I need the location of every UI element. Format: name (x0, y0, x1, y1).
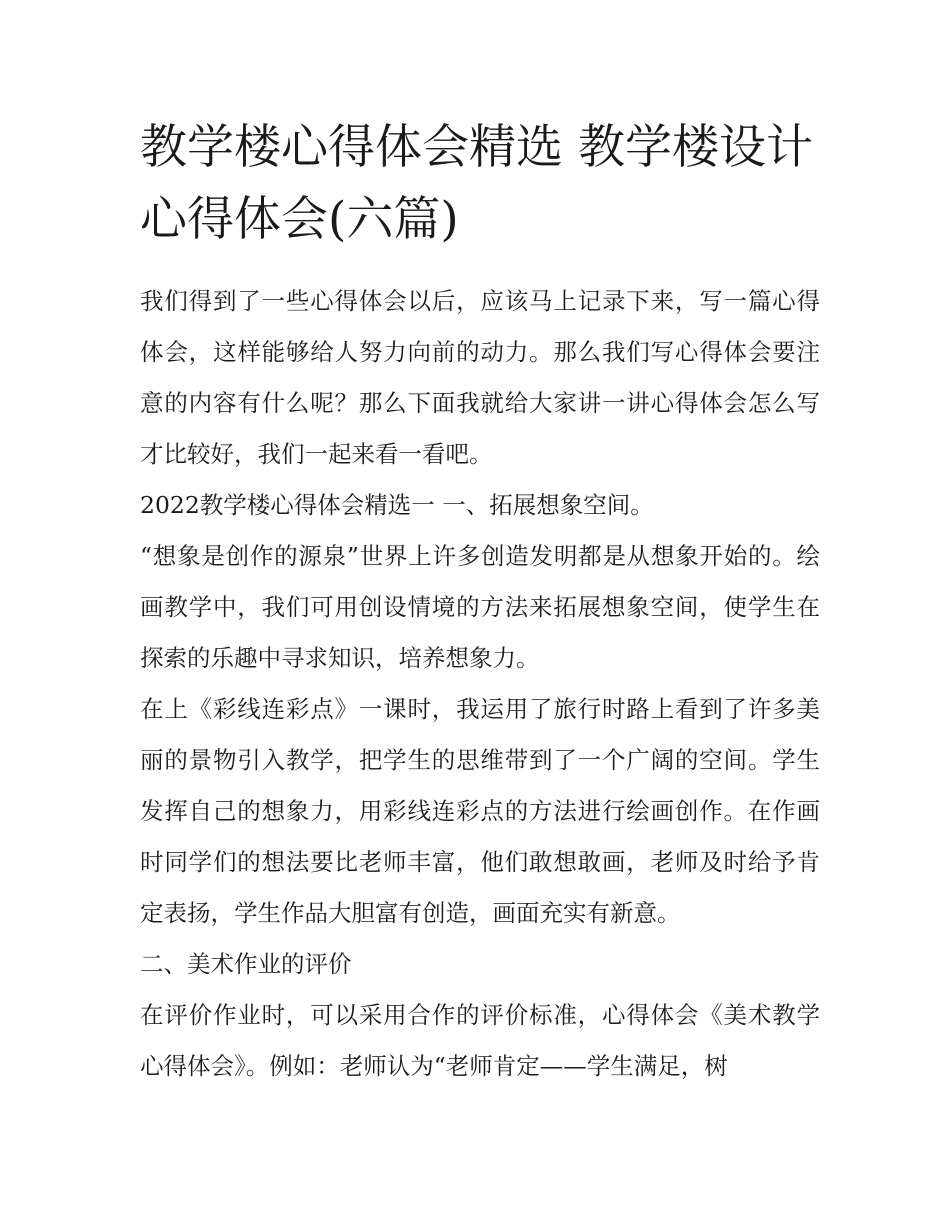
paragraph-lesson-example: 在上《彩线连彩点》一课时，我运用了旅行时路上看到了许多美丽的景物引入教学，把学生的思维带到了一个广阔的空间。学生发挥自己的想象力，用彩线连彩点的方法进行绘画创作。在作画时同学们的想法要比老师丰富，他们敢想敢画，老师及时给予肯定表扬，学生作品大胆富有创造，画面充实有新意。 (140, 695, 820, 927)
paragraph-section-two-heading: 二、美术作业的评价 (140, 950, 352, 978)
document-page (140, 112, 820, 1092)
paragraph-intro: 我们得到了一些心得体会以后，应该马上记录下来，写一篇心得体会，这样能够给人努力向前的动力。那么我们写心得体会要注意的内容有什么呢？那么下面我就给大家讲一讲心得体会怎么写才比较好，我们一起来看一看吧。 (140, 287, 820, 468)
document-title: 教学楼心得体会精选 教学楼设计心得体会(六篇) (140, 120, 813, 247)
paragraph-imagination: “想象是创作的源泉”世界上许多创造发明都是从想象开始的。绘画教学中，我们可用创设情境的方法来拓展想象空间，使学生在探索的乐趣中寻求知识，培养想象力。 (140, 542, 820, 672)
paragraph-evaluation: 在评价作业时，可以采用合作的评价标准，心得体会《美术教学心得体会》。例如：老师认为“老师肯定——学生满足，树 (140, 1001, 820, 1080)
paragraph-section-one-heading: 2022教学楼心得体会精选一 一、拓展想象空间。 (140, 491, 654, 519)
document-body (140, 276, 820, 1092)
